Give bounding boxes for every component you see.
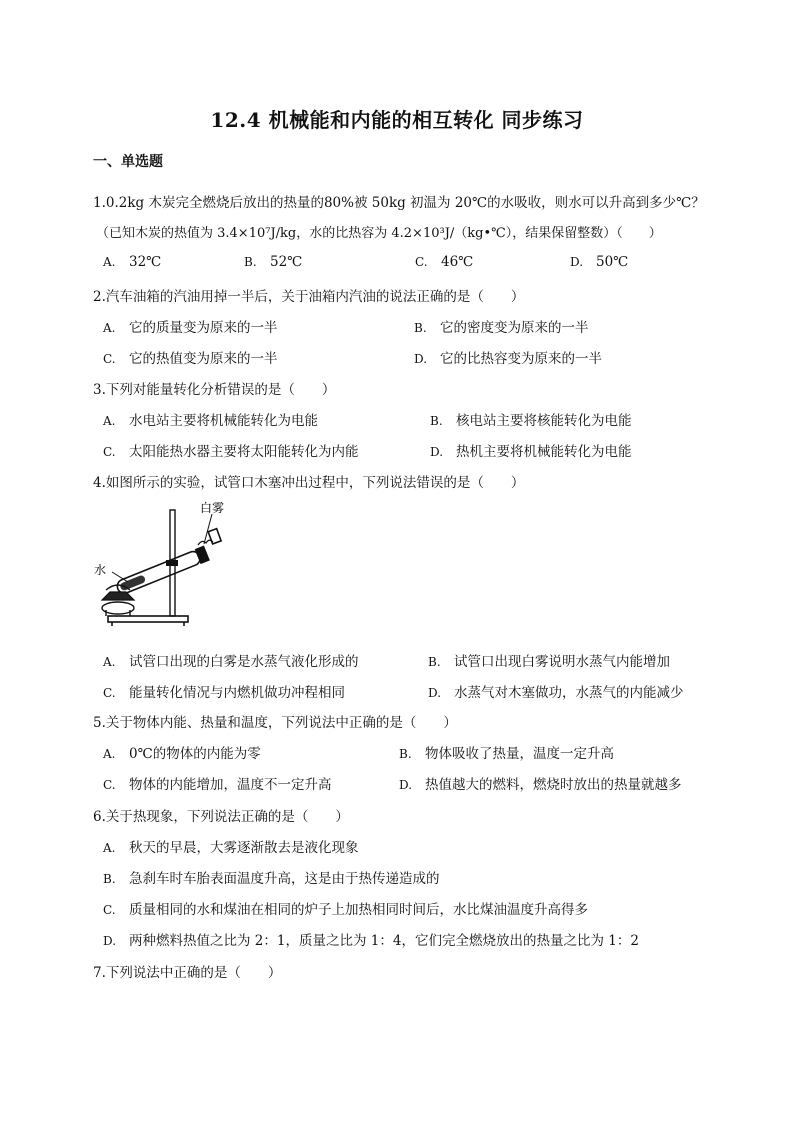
question-4-option-b xyxy=(428,650,670,670)
flying-cork xyxy=(208,529,221,544)
question-1-option-a xyxy=(103,254,161,270)
question-5-stem: 5.关于物体内能、热量和温度，下列说法中正确的是（ ） xyxy=(93,715,457,731)
option-text: 物体的内能增加，温度不一定升高 xyxy=(129,777,332,793)
question-1-option-c xyxy=(415,254,473,270)
option-text: 水电站主要将机械能转化为电能 xyxy=(129,413,318,429)
question-4-option-d xyxy=(428,681,684,701)
option-text: 它的热值变为原来的一半 xyxy=(129,351,278,367)
question-2-option-a xyxy=(103,316,278,336)
option-text: 热机主要将机械能转化为电能 xyxy=(456,444,632,460)
option-letter: B. xyxy=(244,255,257,269)
question-6-stem: 6.关于热现象，下列说法正确的是（ ） xyxy=(93,809,349,825)
option-text: 太阳能热水器主要将太阳能转化为内能 xyxy=(129,444,359,460)
option-letter: A. xyxy=(103,414,116,428)
option-letter: C. xyxy=(415,255,428,269)
question-4-option-a xyxy=(103,650,359,670)
question-1-stem: 1.0.2kg 木炭完全燃烧后放出的热量的80%被 50kg 初温为 20℃的水吸收，则水可以升高到多少℃？ xyxy=(93,195,705,211)
question-6-option-d xyxy=(103,929,639,949)
question-3-option-c xyxy=(103,440,359,460)
option-letter: C. xyxy=(103,686,116,700)
alcohol-lamp xyxy=(102,592,134,600)
option-text: 核电站主要将核能转化为电能 xyxy=(456,413,632,429)
option-text: 两种燃料热值之比为 2：1，质量之比为 1：4，它们完全燃烧放出的热量之比为 1：2 xyxy=(129,933,639,949)
question-2-option-c xyxy=(103,347,278,367)
question-2-option-b xyxy=(414,316,589,336)
question-3-option-a xyxy=(103,409,318,429)
page-title: 12.4 机械能和内能的相互转化 同步练习 xyxy=(210,108,584,132)
question-3-option-d xyxy=(430,440,632,460)
option-text: 急刹车时车胎表面温度升高，这是由于热传递造成的 xyxy=(129,871,440,887)
question-7-stem: 7.下列说法中正确的是（ ） xyxy=(93,965,282,981)
question-1-stem-continued: （已知木炭的热值为 3.4×10⁷J/kg，水的比热容为 4.2×10³J/（kg•℃），结果保留整数）（ ） xyxy=(96,226,662,241)
option-text: 它的质量变为原来的一半 xyxy=(129,320,278,336)
option-text: 它的比热容变为原来的一半 xyxy=(440,351,602,367)
option-letter: B. xyxy=(428,655,441,669)
cork xyxy=(195,546,210,565)
option-letter: D. xyxy=(399,778,413,792)
question-5-option-d xyxy=(399,773,682,793)
option-text: 试管口出现白雾说明水蒸气内能增加 xyxy=(454,654,670,670)
option-text: 它的密度变为原来的一半 xyxy=(440,320,589,336)
stand-base xyxy=(108,616,188,622)
question-5-option-c xyxy=(103,773,332,793)
option-letter: D. xyxy=(103,934,117,948)
question-5-option-a xyxy=(103,742,261,762)
option-text: 能量转化情况与内燃机做功冲程相同 xyxy=(129,685,345,701)
option-text: 热值越大的燃料，燃烧时放出的热量就越多 xyxy=(425,777,682,793)
option-letter: D. xyxy=(430,445,444,459)
option-letter: B. xyxy=(103,872,116,886)
test-tube-experiment-figure xyxy=(92,500,242,630)
option-text: 水蒸气对木塞做功，水蒸气的内能减少 xyxy=(454,685,684,701)
question-3-stem: 3.下列对能量转化分析错误的是（ ） xyxy=(93,382,336,398)
question-1-option-b xyxy=(244,254,302,270)
option-letter: B. xyxy=(430,414,443,428)
question-6-option-c xyxy=(103,898,588,918)
option-letter: C. xyxy=(103,445,116,459)
figure-label-fog: 白雾 xyxy=(200,501,225,515)
question-3-option-b xyxy=(430,409,632,429)
section-heading: 一、单选题 xyxy=(93,154,163,170)
question-4-option-c xyxy=(103,681,345,701)
question-6-option-a xyxy=(103,836,359,856)
option-letter: B. xyxy=(399,747,412,761)
figure-label-water: 水 xyxy=(94,563,107,577)
steam-puff xyxy=(198,540,213,545)
option-letter: A. xyxy=(103,321,116,335)
option-letter: A. xyxy=(103,255,116,269)
option-text: 0℃的物体的内能为零 xyxy=(129,746,261,762)
option-letter: D. xyxy=(428,686,442,700)
question-6-option-b xyxy=(103,867,440,887)
question-5-option-b xyxy=(399,742,614,762)
option-letter: C. xyxy=(103,903,116,917)
option-text: 50℃ xyxy=(596,254,629,270)
option-text: 物体吸收了热量，温度一定升高 xyxy=(425,746,614,762)
option-letter: C. xyxy=(103,778,116,792)
question-1-option-d xyxy=(570,254,628,270)
option-letter: A. xyxy=(103,747,116,761)
option-text: 秋天的早晨，大雾逐渐散去是液化现象 xyxy=(129,840,359,856)
option-text: 52℃ xyxy=(270,254,303,270)
option-letter: D. xyxy=(570,255,584,269)
option-letter: D. xyxy=(414,352,428,366)
option-text: 质量相同的水和煤油在相同的炉子上加热相同时间后，水比煤油温度升高得多 xyxy=(129,902,588,918)
option-letter: A. xyxy=(103,841,116,855)
option-letter: C. xyxy=(103,352,116,366)
option-letter: B. xyxy=(414,321,427,335)
question-4-stem: 4.如图所示的实验，试管口木塞冲出过程中，下列说法错误的是（ ） xyxy=(93,475,525,491)
question-2-option-d xyxy=(414,347,602,367)
option-text: 46℃ xyxy=(441,254,474,270)
option-letter: A. xyxy=(103,655,116,669)
option-text: 试管口出现的白雾是水蒸气液化形成的 xyxy=(129,654,359,670)
option-text: 32℃ xyxy=(129,254,162,270)
question-2-stem: 2.汽车油箱的汽油用掉一半后，关于油箱内汽油的说法正确的是（ ） xyxy=(93,289,525,305)
